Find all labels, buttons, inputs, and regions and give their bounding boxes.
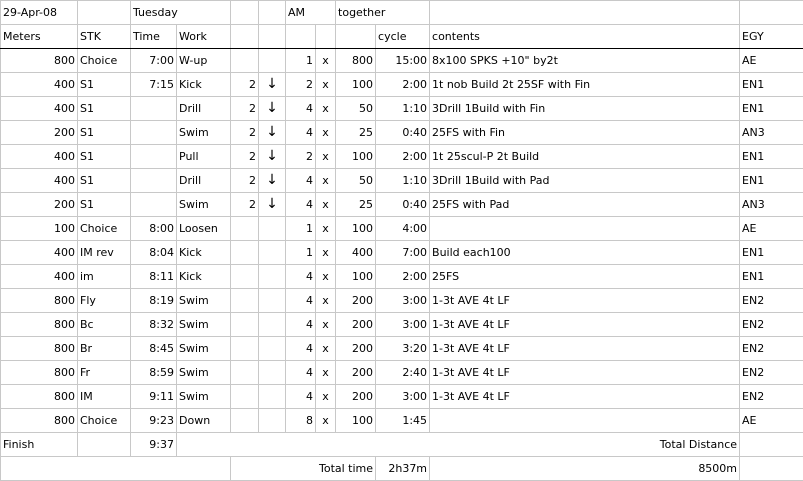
col-time: Time xyxy=(131,25,177,49)
cell-egy: AE xyxy=(740,49,803,73)
cell-x: x xyxy=(316,97,336,121)
cell-work: Drill xyxy=(177,97,231,121)
cell-arrow xyxy=(259,241,286,265)
cell-egy: AE xyxy=(740,409,803,433)
cell-reps: 4 xyxy=(286,97,316,121)
cell-x: x xyxy=(316,49,336,73)
cell-egy: EN1 xyxy=(740,169,803,193)
col-work: Work xyxy=(177,25,231,49)
cell-stk: Choice xyxy=(78,409,131,433)
cell-stk: Bc xyxy=(78,313,131,337)
cell-x: x xyxy=(316,313,336,337)
cell-x: x xyxy=(316,241,336,265)
table-row xyxy=(1,265,803,289)
cell-contents: 3Drill 1Build with Fin xyxy=(430,97,740,121)
cell-egy: EN1 xyxy=(740,145,803,169)
cell-meters: 200 xyxy=(1,193,78,217)
cell-work: W-up xyxy=(177,49,231,73)
cell-dist: 200 xyxy=(336,289,376,313)
cell-work: Drill xyxy=(177,169,231,193)
cell-work: Swim xyxy=(177,385,231,409)
cell-dist: 100 xyxy=(336,217,376,241)
cell-x: x xyxy=(316,337,336,361)
cell-cycle: 1:10 xyxy=(376,169,430,193)
cell-cycle: 3:00 xyxy=(376,289,430,313)
cell-sets xyxy=(231,409,259,433)
finish-time: 9:37 xyxy=(131,433,177,457)
cell-time: 9:23 xyxy=(131,409,177,433)
table-row xyxy=(1,385,803,409)
cell-sets: 2 xyxy=(231,145,259,169)
cell-reps: 1 xyxy=(286,217,316,241)
cell-sets: 2 xyxy=(231,169,259,193)
cell-stk: Choice xyxy=(78,49,131,73)
cell-contents: 25FS with Fin xyxy=(430,121,740,145)
cell-contents: 1-3t AVE 4t LF xyxy=(430,337,740,361)
cell-x: x xyxy=(316,385,336,409)
cell-work: Swim xyxy=(177,337,231,361)
cell-meters: 800 xyxy=(1,337,78,361)
cell-meters: 400 xyxy=(1,265,78,289)
cell-contents xyxy=(430,217,740,241)
cell-egy: EN1 xyxy=(740,241,803,265)
cell-egy: EN1 xyxy=(740,97,803,121)
cell-x: x xyxy=(316,217,336,241)
cell-cycle: 3:00 xyxy=(376,313,430,337)
cell-stk: IM xyxy=(78,385,131,409)
cell-sets xyxy=(231,337,259,361)
cell-sets: 2 xyxy=(231,121,259,145)
cell-work: Swim xyxy=(177,121,231,145)
cell-cycle: 2:00 xyxy=(376,145,430,169)
cell-dist: 50 xyxy=(336,97,376,121)
cell-stk: Choice xyxy=(78,217,131,241)
cell-stk: IM rev xyxy=(78,241,131,265)
cell-stk: S1 xyxy=(78,145,131,169)
cell-sets: 2 xyxy=(231,193,259,217)
cell-arrow xyxy=(259,313,286,337)
cell-egy: AN3 xyxy=(740,121,803,145)
cell-time: 8:11 xyxy=(131,265,177,289)
cell-arrow: ↓ xyxy=(259,193,286,217)
cell-time: 8:45 xyxy=(131,337,177,361)
table-row xyxy=(1,217,803,241)
total-time: 2h37m xyxy=(376,457,430,481)
table-row xyxy=(1,289,803,313)
cell-meters: 100 xyxy=(1,217,78,241)
cell-cycle: 0:40 xyxy=(376,193,430,217)
cell-arrow xyxy=(259,289,286,313)
cell-contents: Build each100 xyxy=(430,241,740,265)
cell-contents: 1-3t AVE 4t LF xyxy=(430,385,740,409)
cell-egy: AE xyxy=(740,217,803,241)
cell-work: Swim xyxy=(177,193,231,217)
cell-contents: 1-3t AVE 4t LF xyxy=(430,289,740,313)
cell-cycle: 3:20 xyxy=(376,337,430,361)
date-cell: 29-Apr-08 xyxy=(1,1,78,25)
cell-contents: 3Drill 1Build with Pad xyxy=(430,169,740,193)
cell-x: x xyxy=(316,409,336,433)
info-row xyxy=(1,1,803,25)
cell-cycle: 1:10 xyxy=(376,97,430,121)
cell-x: x xyxy=(316,289,336,313)
cell-reps: 4 xyxy=(286,265,316,289)
column-header-row xyxy=(1,25,803,49)
cell-dist: 200 xyxy=(336,313,376,337)
cell-dist: 200 xyxy=(336,361,376,385)
finish-label: Finish xyxy=(1,433,78,457)
cell-x: x xyxy=(316,169,336,193)
cell-x: x xyxy=(316,73,336,97)
cell-egy: EN2 xyxy=(740,313,803,337)
total-distance-label: Total Distance xyxy=(177,433,740,457)
cell-stk: S1 xyxy=(78,121,131,145)
cell-time: 7:00 xyxy=(131,49,177,73)
cell-reps: 4 xyxy=(286,337,316,361)
cell-stk: Br xyxy=(78,337,131,361)
cell-time xyxy=(131,145,177,169)
cell-reps: 4 xyxy=(286,361,316,385)
col-egy: EGY xyxy=(740,25,803,49)
cell-sets xyxy=(231,313,259,337)
cell-x: x xyxy=(316,361,336,385)
cell-contents: 1t nob Build 2t 25SF with Fin xyxy=(430,73,740,97)
table-row xyxy=(1,337,803,361)
cell-sets xyxy=(231,289,259,313)
cell-sets xyxy=(231,265,259,289)
cell-stk: S1 xyxy=(78,73,131,97)
cell-work: Pull xyxy=(177,145,231,169)
cell-time xyxy=(131,97,177,121)
cell-arrow xyxy=(259,217,286,241)
cell-time: 8:19 xyxy=(131,289,177,313)
cell-x: x xyxy=(316,265,336,289)
group-cell: together xyxy=(336,1,430,25)
cell-time xyxy=(131,193,177,217)
cell-work: Swim xyxy=(177,361,231,385)
cell-x: x xyxy=(316,121,336,145)
cell-dist: 100 xyxy=(336,73,376,97)
cell-meters: 800 xyxy=(1,385,78,409)
cell-stk: Fr xyxy=(78,361,131,385)
cell-reps: 4 xyxy=(286,313,316,337)
cell-arrow: ↓ xyxy=(259,121,286,145)
table-row xyxy=(1,241,803,265)
cell-time: 9:11 xyxy=(131,385,177,409)
cell-dist: 25 xyxy=(336,121,376,145)
col-stk: STK xyxy=(78,25,131,49)
cell-cycle: 2:40 xyxy=(376,361,430,385)
cell-time: 8:00 xyxy=(131,217,177,241)
finish-row xyxy=(1,433,803,457)
cell-arrow: ↓ xyxy=(259,169,286,193)
cell-time xyxy=(131,169,177,193)
cell-stk: S1 xyxy=(78,193,131,217)
cell-reps: 1 xyxy=(286,49,316,73)
cell-meters: 400 xyxy=(1,169,78,193)
cell-meters: 800 xyxy=(1,289,78,313)
cell-cycle: 7:00 xyxy=(376,241,430,265)
cell-egy: EN1 xyxy=(740,73,803,97)
cell-arrow xyxy=(259,265,286,289)
total-distance: 8500m xyxy=(430,457,740,481)
table-row xyxy=(1,313,803,337)
cell-cycle: 1:45 xyxy=(376,409,430,433)
cell-meters: 400 xyxy=(1,241,78,265)
cell-work: Kick xyxy=(177,241,231,265)
cell-arrow xyxy=(259,49,286,73)
cell-egy: AN3 xyxy=(740,193,803,217)
cell-arrow: ↓ xyxy=(259,97,286,121)
cell-time xyxy=(131,121,177,145)
cell-work: Kick xyxy=(177,73,231,97)
cell-arrow xyxy=(259,337,286,361)
cell-work: Kick xyxy=(177,265,231,289)
cell-work: Down xyxy=(177,409,231,433)
table-row xyxy=(1,193,803,217)
cell-dist: 200 xyxy=(336,337,376,361)
table-row xyxy=(1,409,803,433)
cell-contents: 25FS xyxy=(430,265,740,289)
cell-egy: EN1 xyxy=(740,265,803,289)
session-cell: AM xyxy=(286,1,336,25)
cell-sets xyxy=(231,217,259,241)
col-contents: contents xyxy=(430,25,740,49)
table-row xyxy=(1,73,803,97)
cell-cycle: 0:40 xyxy=(376,121,430,145)
cell-sets: 2 xyxy=(231,97,259,121)
cell-sets xyxy=(231,361,259,385)
cell-reps: 2 xyxy=(286,73,316,97)
cell-meters: 800 xyxy=(1,409,78,433)
cell-meters: 200 xyxy=(1,121,78,145)
table-row xyxy=(1,145,803,169)
cell-dist: 100 xyxy=(336,409,376,433)
cell-sets xyxy=(231,241,259,265)
cell-meters: 400 xyxy=(1,145,78,169)
cell-sets xyxy=(231,49,259,73)
cell-cycle: 2:00 xyxy=(376,73,430,97)
cell-stk: S1 xyxy=(78,97,131,121)
total-row xyxy=(1,457,803,481)
total-time-label: Total time xyxy=(231,457,376,481)
cell-time: 7:15 xyxy=(131,73,177,97)
cell-arrow xyxy=(259,385,286,409)
cell-reps: 4 xyxy=(286,121,316,145)
cell-stk: im xyxy=(78,265,131,289)
cell-dist: 400 xyxy=(336,241,376,265)
cell-work: Loosen xyxy=(177,217,231,241)
cell-contents: 1t 25scul-P 2t Build xyxy=(430,145,740,169)
cell-arrow: ↓ xyxy=(259,73,286,97)
cell-x: x xyxy=(316,193,336,217)
cell-x: x xyxy=(316,145,336,169)
cell-cycle: 15:00 xyxy=(376,49,430,73)
cell-contents xyxy=(430,409,740,433)
cell-time: 8:32 xyxy=(131,313,177,337)
cell-meters: 400 xyxy=(1,73,78,97)
cell-dist: 800 xyxy=(336,49,376,73)
cell-egy: EN2 xyxy=(740,385,803,409)
cell-reps: 4 xyxy=(286,385,316,409)
col-cycle: cycle xyxy=(376,25,430,49)
cell-sets: 2 xyxy=(231,73,259,97)
cell-stk: Fly xyxy=(78,289,131,313)
day-cell: Tuesday xyxy=(131,1,231,25)
cell-egy: EN2 xyxy=(740,289,803,313)
cell-cycle: 2:00 xyxy=(376,265,430,289)
cell-work: Swim xyxy=(177,313,231,337)
table-row xyxy=(1,97,803,121)
cell-arrow xyxy=(259,361,286,385)
cell-contents: 1-3t AVE 4t LF xyxy=(430,313,740,337)
cell-stk: S1 xyxy=(78,169,131,193)
cell-sets xyxy=(231,385,259,409)
cell-meters: 800 xyxy=(1,313,78,337)
cell-cycle: 3:00 xyxy=(376,385,430,409)
cell-reps: 4 xyxy=(286,169,316,193)
cell-reps: 2 xyxy=(286,145,316,169)
cell-egy: EN2 xyxy=(740,337,803,361)
cell-arrow: ↓ xyxy=(259,145,286,169)
cell-contents: 25FS with Pad xyxy=(430,193,740,217)
cell-meters: 800 xyxy=(1,49,78,73)
cell-reps: 1 xyxy=(286,241,316,265)
col-meters: Meters xyxy=(1,25,78,49)
cell-time: 8:04 xyxy=(131,241,177,265)
table-row xyxy=(1,169,803,193)
cell-work: Swim xyxy=(177,289,231,313)
cell-contents: 1-3t AVE 4t LF xyxy=(430,361,740,385)
cell-dist: 25 xyxy=(336,193,376,217)
cell-meters: 400 xyxy=(1,97,78,121)
cell-cycle: 4:00 xyxy=(376,217,430,241)
cell-dist: 100 xyxy=(336,265,376,289)
cell-time: 8:59 xyxy=(131,361,177,385)
cell-dist: 200 xyxy=(336,385,376,409)
cell-reps: 8 xyxy=(286,409,316,433)
table-row xyxy=(1,361,803,385)
cell-meters: 800 xyxy=(1,361,78,385)
cell-reps: 4 xyxy=(286,193,316,217)
cell-dist: 50 xyxy=(336,169,376,193)
table-row xyxy=(1,49,803,73)
cell-contents: 8x100 SPKS +10" by2t xyxy=(430,49,740,73)
table-row xyxy=(1,121,803,145)
cell-egy: EN2 xyxy=(740,361,803,385)
cell-dist: 100 xyxy=(336,145,376,169)
cell-arrow xyxy=(259,409,286,433)
cell-reps: 4 xyxy=(286,289,316,313)
